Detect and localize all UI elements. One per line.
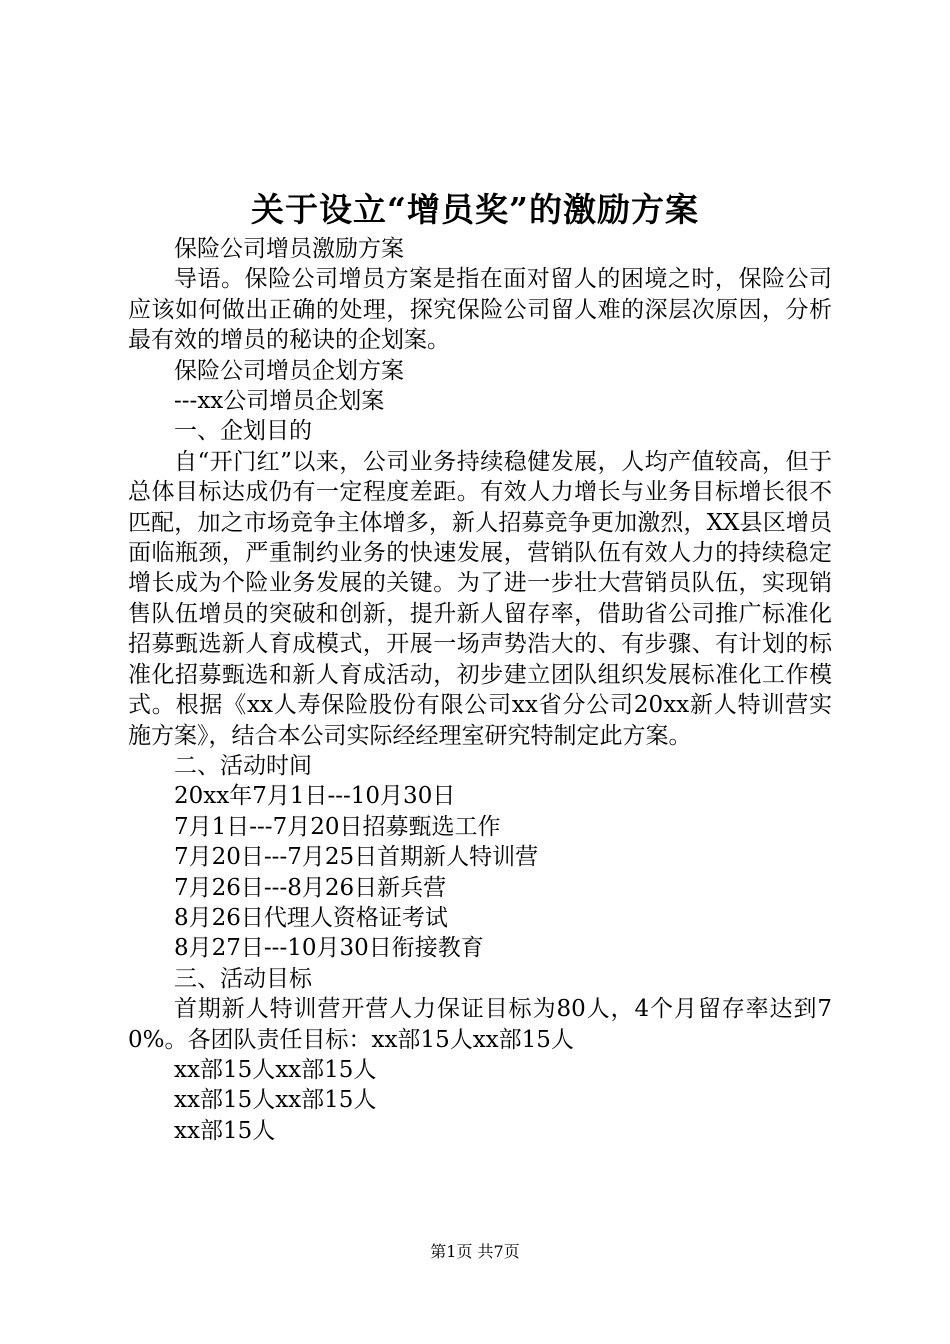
schedule-line: 8月26日代理人资格证考试 [174,904,448,931]
schedule-line: 7月20日---7月25日首期新人特训营 [174,844,539,871]
paragraph: ---xx公司增员企划案 [174,388,385,415]
section-heading: 一、企划目的 [174,418,312,445]
section-heading: 二、活动时间 [174,752,312,779]
page-footer: 第1页 共7页 [430,1242,520,1261]
section-heading: 三、活动目标 [174,965,312,992]
team-target-line: xx部15人 [174,1117,276,1144]
document-body [128,234,832,1146]
schedule-line: 8月27日---10月30日衔接教育 [174,935,484,962]
paragraph: 首期新人特训营开营人力保证目标为80人，4个月留存率达到70%。各团队责任目标：xx部15人xx部15人 [128,996,832,1053]
paragraph: 导语。保险公司增员方案是指在面对留人的困境之时，保险公司应该如何做出正确的处理，探究保险公司留人难的深层次原因，分析最有效的增员的秘诀的企划案。 [128,266,832,354]
paragraph: 自“开门红”以来，公司业务持续稳健发展，人均产值较高，但于总体目标达成仍有一定程度差距。有效人力增长与业务目标增长很不匹配，加之市场竞争主体增多，新人招募竞争更加激烈，XX县区增员面临瓶颈，严重制约业务的快速发展，营销队伍有效人力的持续稳定增长成为个险业务发展的关键。为了进一步壮大营销员队伍，实现销售队伍增员的突破和创新，提升新人留存率，借助省公司推广标准化招募甄选新人育成模式，开展一场声势浩大的、有步骤、有计划的标准化招募甄选和新人育成活动，初步建立团队组织发展标准化工作模式。根据《xx人寿保险股份有限公司xx省分公司20xx新人特训营实施方案》，结合本公司实际经经理室研究特制定此方案。 [128,448,832,749]
schedule-line: 20xx年7月1日---10月30日 [174,783,456,810]
document-title: 关于设立“增员奖”的激励方案 [251,190,699,229]
paragraph: 保险公司增员企划方案 [174,357,404,384]
schedule-line: 7月1日---7月20日招募甄选工作 [174,813,501,840]
team-target-line: xx部15人xx部15人 [174,1087,377,1114]
schedule-line: 7月26日---8月26日新兵营 [174,874,447,901]
team-target-line: xx部15人xx部15人 [174,1056,377,1083]
paragraph: 保险公司增员激励方案 [174,236,404,262]
